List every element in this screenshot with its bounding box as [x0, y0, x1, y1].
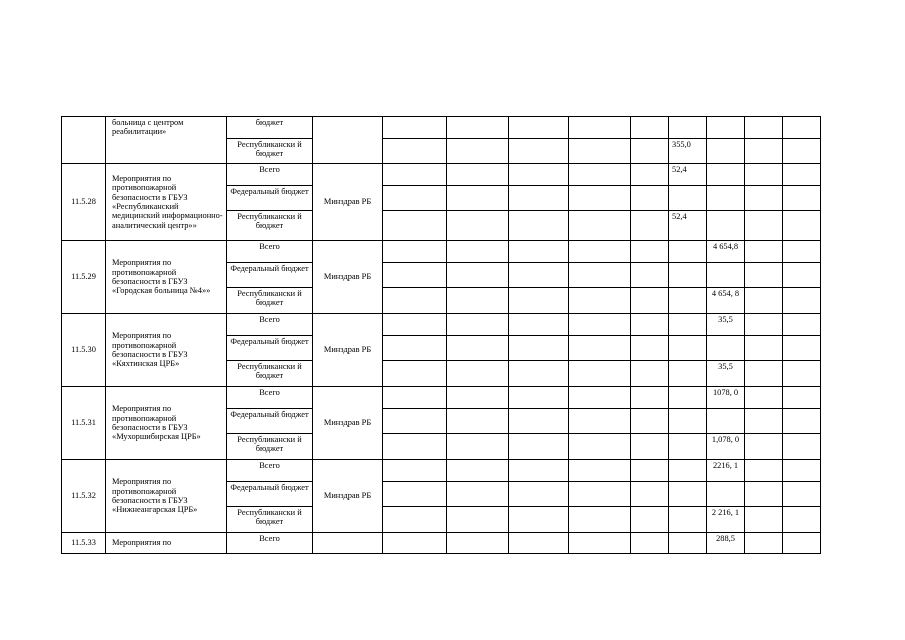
source-label: Всего — [227, 533, 313, 554]
table-row — [62, 387, 821, 409]
source-label: Республикански й бюджет — [227, 288, 313, 314]
row-name: Мероприятия по — [106, 533, 227, 554]
row-number — [62, 117, 106, 164]
value-cell — [707, 409, 745, 434]
row-name: Мероприятия по противопожарной безопасности в ГБУЗ «Нижнеангарская ЦРБ» — [106, 460, 227, 533]
value-cell — [669, 186, 707, 211]
source-label: Всего — [227, 314, 313, 336]
row-executor: Минздрав РБ — [313, 314, 383, 387]
row-number: 11.5.32 — [62, 460, 106, 533]
source-label: Всего — [227, 241, 313, 263]
table-row — [62, 533, 821, 554]
value-cell: 1,078, 0 — [707, 434, 745, 460]
row-name: Мероприятия по противопожарной безопасности в ГБУЗ «Кяхтинская ЦРБ» — [106, 314, 227, 387]
row-executor: Минздрав РБ — [313, 164, 383, 241]
source-label: Республикански й бюджет — [227, 211, 313, 241]
source-label: Федеральный бюджет — [227, 186, 313, 211]
budget-table — [61, 116, 821, 554]
row-number: 11.5.30 — [62, 314, 106, 387]
value-cell — [707, 336, 745, 361]
table-row — [62, 314, 821, 336]
value-cell: 2 216, 1 — [707, 507, 745, 533]
source-label: Республикански й бюджет — [227, 139, 313, 164]
value-cell: 4 654, 8 — [707, 288, 745, 314]
source-label: Федеральный бюджет — [227, 409, 313, 434]
value-cell: 35,5 — [707, 361, 745, 387]
source-label: Республикански й бюджет — [227, 507, 313, 533]
row-number: 11.5.31 — [62, 387, 106, 460]
source-label: Республикански й бюджет — [227, 434, 313, 460]
value-cell: 4 654,8 — [707, 241, 745, 263]
source-label: бюджет — [227, 117, 313, 139]
value-cell: 288,5 — [707, 533, 745, 554]
value-cell — [707, 263, 745, 288]
row-executor — [313, 117, 383, 164]
source-label: Всего — [227, 164, 313, 186]
row-executor: Минздрав РБ — [313, 387, 383, 460]
row-name: Мероприятия по противопожарной безопасности в ГБУЗ «Республиканский медицинский информационно-аналитический центр»» — [106, 164, 227, 241]
row-name: больница с центром реабилитации» — [106, 117, 227, 164]
row-executor: Минздрав РБ — [313, 460, 383, 533]
row-name: Мероприятия по противопожарной безопасности в ГБУЗ «Мухоршибирская ЦРБ» — [106, 387, 227, 460]
row-number: 11.5.33 — [62, 533, 106, 554]
row-executor: Минздрав РБ — [313, 241, 383, 314]
row-executor — [313, 533, 383, 554]
source-label: Федеральный бюджет — [227, 263, 313, 288]
table-row — [62, 164, 821, 186]
value-cell: 355,0 — [669, 139, 707, 164]
table-row — [62, 117, 821, 139]
table-row — [62, 241, 821, 263]
row-name: Мероприятия по противопожарной безопасности в ГБУЗ «Городская больница №4»» — [106, 241, 227, 314]
value-cell — [669, 117, 707, 139]
source-label: Республикански й бюджет — [227, 361, 313, 387]
row-number: 11.5.29 — [62, 241, 106, 314]
value-cell: 2216, 1 — [707, 460, 745, 482]
value-cell: 52,4 — [669, 211, 707, 241]
source-label: Всего — [227, 387, 313, 409]
value-cell: 35,5 — [707, 314, 745, 336]
value-cell: 52,4 — [669, 164, 707, 186]
value-cell: 1078, 0 — [707, 387, 745, 409]
row-number: 11.5.28 — [62, 164, 106, 241]
source-label: Федеральный бюджет — [227, 482, 313, 507]
source-label: Всего — [227, 460, 313, 482]
source-label: Федеральный бюджет — [227, 336, 313, 361]
value-cell — [707, 482, 745, 507]
table-row — [62, 460, 821, 482]
